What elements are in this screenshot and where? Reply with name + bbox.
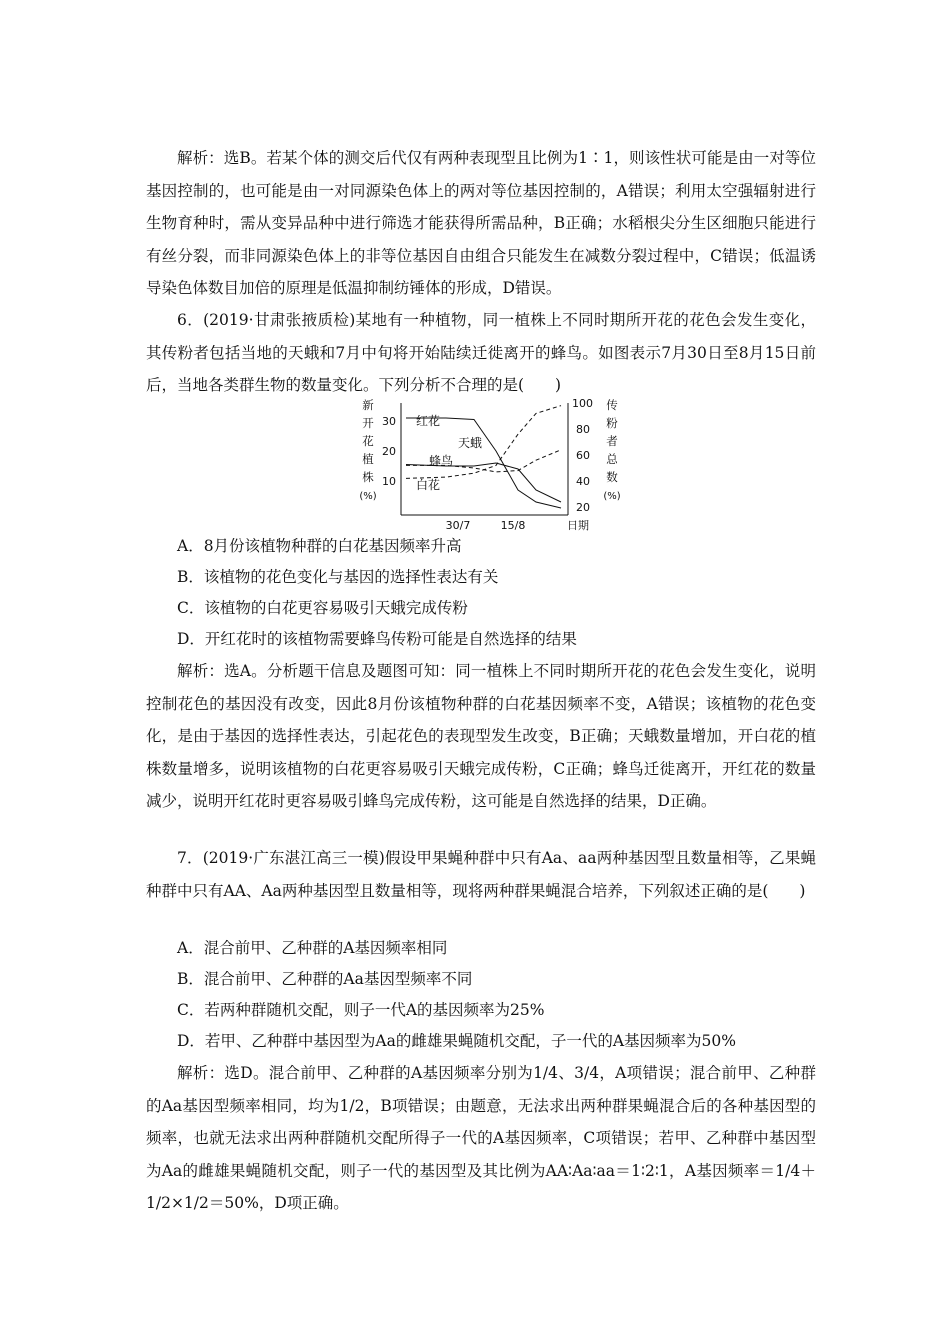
x-tick-label: 15/8 [500, 519, 526, 532]
right-axis-ticks [572, 397, 593, 514]
right-axis-label [603, 398, 620, 502]
left-tick-label: 10 [382, 475, 396, 488]
left-axis-label [359, 398, 376, 502]
q6-stem: 6．(2019·甘肃张掖质检)某地有一种植物，同一植株上不同时期所开花的花色会发生变化，其传粉者包括当地的天蛾和7月中旬将开始陆续迁徙离开的蜂鸟。如图表示7月30日至8月15日前后，当地各类群生物的数量变化。下列分析不合理的是( ) [146, 311, 816, 394]
right-axis-label-char: 者 [606, 434, 618, 448]
right-axis-label-char: 传 [606, 398, 618, 412]
left-tick-label: 20 [382, 445, 396, 458]
right-axis-label-unit: (%) [603, 491, 621, 502]
right-axis-label-char: 粉 [606, 416, 618, 430]
left-axis-label-char: 新 [362, 398, 374, 412]
left-axis-label-char: 开 [362, 416, 374, 430]
right-axis-label-char: 总 [606, 452, 618, 466]
right-tick-label: 40 [576, 475, 590, 488]
q6-analysis: 解析：选A。分析题干信息及题图可知：同一植株上不同时期所开花的花色会发生变化，说明控制花色的基因没有改变，因此8月份该植物种群的白花基因频率不变，A错误；该植物的花色变化，是由于基因的选择性表达，引起花色的表现型发生改变，B正确；天蛾数量增加，开白花的植株数量增多，说明该植物的白花更容易吸引天蛾完成传粉，C正确；蜂鸟迁徙离开，开红花的数量减少，说明开红花时更容易吸引蜂鸟完成传粉，这可能是自然选择的结果，D正确。 [146, 662, 816, 810]
q7-option-b: B．混合前甲、乙种群的Aa基因型频率不同 [177, 970, 473, 988]
left-axis-label-char: 株 [362, 470, 374, 484]
series-label-white: 白花 [416, 478, 441, 492]
series-label-red: 红花 [416, 414, 441, 428]
x-axis-label: 日期 [567, 519, 589, 532]
x-tick-label: 30/7 [445, 519, 471, 532]
q5-analysis: 解析：选B。若某个体的测交后代仅有两种表现型且比例为1∶1，则该性状可能是由一对等位基因控制的，也可能是由一对同源染色体上的两对等位基因控制的，A错误；利用太空强辐射进行生物育种时，需从变异品种中进行筛选才能获得所需品种，B正确；水稻根尖分生区细胞只能进行有丝分裂，而非同源染色体上的非等位基因自由组合只能发生在减数分裂过程中，C错误；低温诱导染色体数目加倍的原理是低温抑制纺锤体的形成，D错误。 [146, 149, 816, 297]
left-axis-label-char: 植 [362, 452, 374, 466]
q6-option-b: B．该植物的花色变化与基因的选择性表达有关 [177, 568, 499, 586]
series-label-hummingbird: 蜂鸟 [429, 454, 454, 468]
right-tick-label: 100 [572, 397, 593, 410]
q7-stem: 7．(2019·广东湛江高三一模)假设甲果蝇种群中只有Aa、aa两种基因型且数量相等，乙果蝇种群中只有AA、Aa两种基因型且数量相等，现将两种群果蝇混合培养，下列叙述正确的是( ) [146, 849, 816, 900]
left-axis-label-char: 花 [362, 434, 374, 448]
q6-option-d: D．开红花时的该植物需要蜂鸟传粉可能是自然选择的结果 [177, 630, 577, 648]
right-tick-label: 60 [576, 449, 590, 462]
q6-option-a: A．8月份该植物种群的白花基因频率升高 [177, 537, 462, 555]
q6-chart [356, 395, 626, 533]
left-axis-ticks [382, 415, 396, 488]
series-label-moth: 天蛾 [458, 436, 483, 450]
series-labels [416, 414, 482, 492]
q7-option-d: D．若甲、乙种群中基因型为Aa的雌雄果蝇随机交配，子一代的A基因频率为50% [177, 1032, 737, 1050]
q6-option-c: C．该植物的白花更容易吸引天蛾完成传粉 [177, 599, 468, 617]
x-axis-ticks [446, 518, 589, 532]
right-axis-label-char: 数 [606, 470, 618, 484]
q7-option-a: A．混合前甲、乙种群的A基因频率相同 [177, 939, 448, 957]
left-tick-label: 30 [382, 415, 396, 428]
left-axis-label-unit: (%) [359, 491, 377, 502]
right-tick-label: 80 [576, 423, 590, 436]
q7-analysis: 解析：选D。混合前甲、乙种群的A基因频率分别为1/4、3/4，A项错误；混合前甲、乙种群的Aa基因型频率相同，均为1/2，B项错误；由题意，无法求出两种群果蝇混合后的各种基因型的频率，也就无法求出两种群随机交配所得子一代的A基因频率，C项错误；若甲、乙种群中基因型为Aa的雌雄果蝇随机交配，则子一代的基因型及其比例为AA∶Aa∶aa＝1∶2∶1，A基因频率＝1/4＋1/2×1/2＝50%，D项正确。 [146, 1064, 816, 1212]
right-tick-label: 20 [576, 501, 590, 514]
q7-option-c: C．若两种群随机交配，则子一代A的基因频率为25% [177, 1001, 545, 1019]
